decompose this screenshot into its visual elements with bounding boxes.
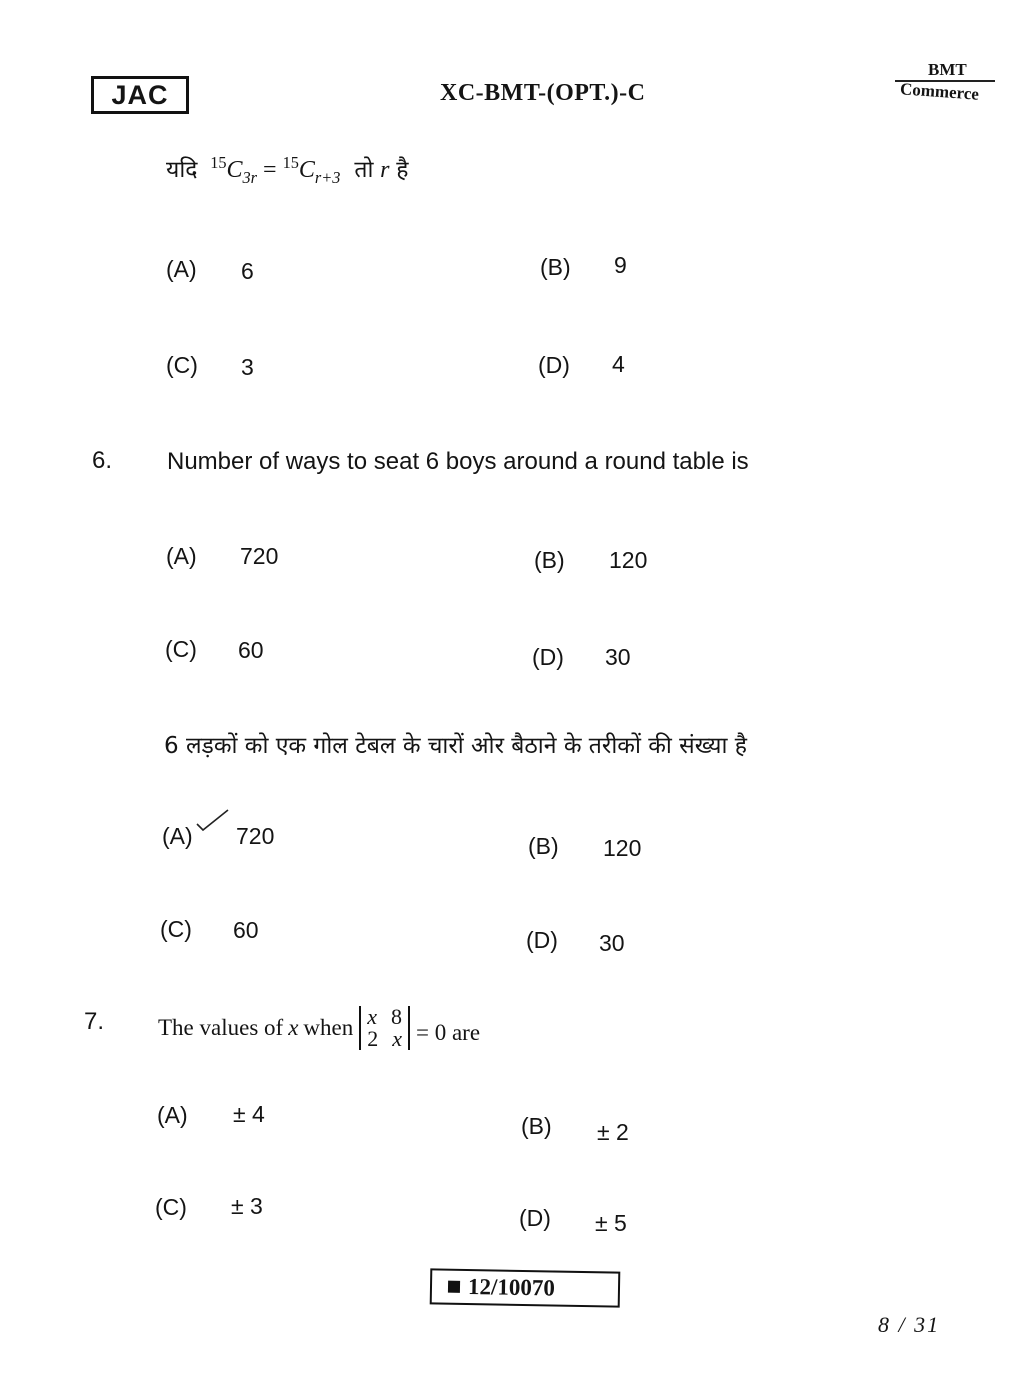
q5-sup2: 15 [282,153,299,172]
det-d: x [392,1026,402,1051]
q6-hindi-option-b-value: 120 [603,835,642,861]
page-number: 8 / 31 [878,1312,941,1337]
q7-text-when: when [303,1015,354,1040]
q5-option-c-value: 3 [241,354,254,380]
q7-option-d-letter: (D) [519,1205,551,1231]
q6-hindi-option-a-value: 720 [236,823,275,849]
q7-text-after: = 0 are [416,1020,481,1045]
q6-hindi-option-c-value: 60 [233,917,259,943]
square-bullet-icon [448,1281,460,1293]
q5-r: r [380,157,390,183]
tick-mark-icon [195,808,231,834]
q5-hindi-question [166,152,408,188]
q7-number: 7. [84,1008,105,1035]
q5-eq: = [263,157,277,183]
q6-option-c-letter: (C) [165,636,197,662]
q7-determinant [359,1006,410,1050]
q7-variable: x [288,1015,299,1040]
det-a: x [367,1004,377,1029]
q5-prefix: यदि [166,157,198,183]
q6-option-b-value: 120 [609,547,648,573]
subject-code: BMT [928,60,967,79]
subject-name: Commerce [899,79,980,104]
q5-sup1: 15 [210,153,227,172]
q5-option-a-letter: (A) [166,256,197,282]
q7-option-a-value: ± 4 [233,1101,265,1127]
det-c: 2 [367,1026,379,1051]
q6-option-c-value: 60 [238,637,264,663]
q6-hindi-option-d-letter: (D) [526,927,558,953]
q6-hindi-option-a-letter: (A) [162,823,193,849]
q7-option-c-value: ± 3 [231,1193,263,1219]
det-b: 8 [391,1004,402,1029]
q7-option-a-letter: (A) [157,1102,188,1128]
q6-hindi-question-text: 6 लड़कों को एक गोल टेबल के चारों ओर बैठाने के तरीकों की संख्या है [164,733,747,759]
q6-option-d-letter: (D) [532,644,564,670]
q5-sub1: 3r [242,167,258,187]
paper-code: XC-BMT-(OPT.)-C [440,80,646,106]
q6-option-a-value: 720 [240,543,279,569]
q5-sub2: r+3 [314,167,341,187]
board-label: JAC [91,76,189,114]
q5-option-b-value: 9 [614,252,627,278]
q5-option-a-value: 6 [241,258,254,284]
q6-question-text: Number of ways to seat 6 boys around a round table is [167,448,749,475]
q5-option-c-letter: (C) [166,352,198,378]
q7-option-b-letter: (B) [521,1113,552,1139]
q5-option-d-letter: (D) [538,352,570,378]
q5-option-d-value: 4 [612,351,625,377]
q6-hindi-option-b-letter: (B) [528,833,559,859]
q5-c2: C [298,157,315,183]
q5-to: तो [354,157,374,183]
roll-code: 12/10070 [467,1274,556,1301]
q5-c1: C [226,157,243,183]
q7-option-d-value: ± 5 [595,1210,627,1236]
q6-option-d-value: 30 [605,644,631,670]
q6-number: 6. [92,447,113,474]
q7-option-b-value: ± 2 [597,1119,629,1145]
q7-option-c-letter: (C) [155,1194,187,1220]
q7-question [158,1000,480,1056]
roll-code-box [430,1268,621,1307]
q6-hindi-option-c-letter: (C) [160,916,192,942]
q5-hai: है [396,157,409,183]
q7-text-before: The values of [158,1015,284,1040]
q6-option-b-letter: (B) [534,547,565,573]
q6-option-a-letter: (A) [166,543,197,569]
q5-option-b-letter: (B) [540,254,571,280]
q6-hindi-option-d-value: 30 [599,930,625,956]
